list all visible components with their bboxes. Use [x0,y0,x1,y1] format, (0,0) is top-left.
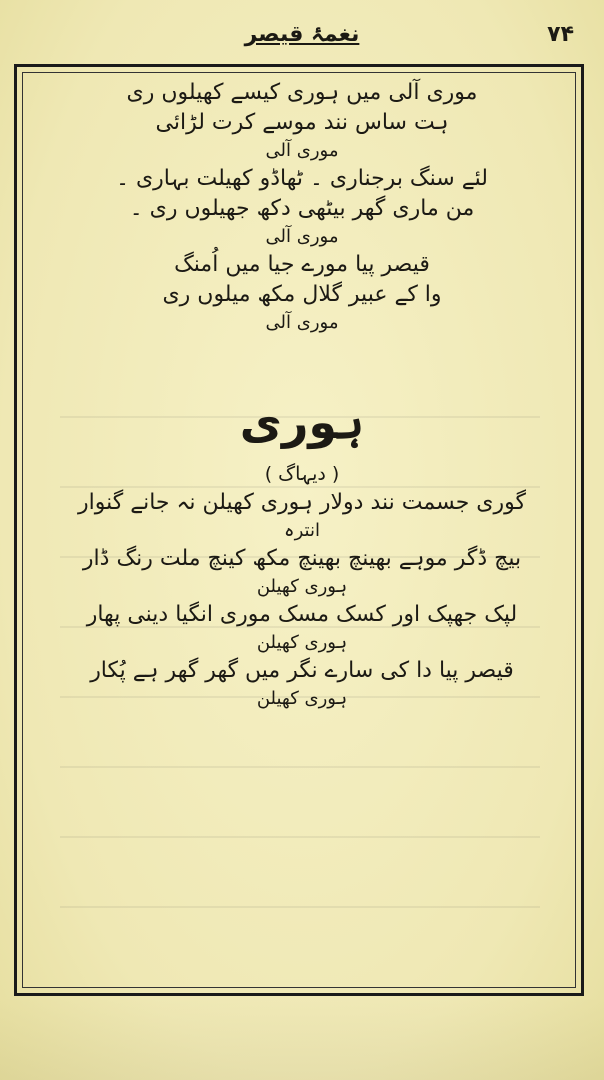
verse-line: قیصر پیا دا کی سارے نگر میں گھر گھر ہے پُکار [90,658,514,683]
refrain-line: ہوری کھیلن [256,688,348,709]
refrain-line: موری آلی [265,140,339,161]
verse-line: موری آلی میں ہوری کیسے کھیلوں ری [126,80,478,105]
verse-line: لپک جھپک اور کسک مسک موری انگیا دینی پھار [86,602,518,627]
verse-line: من ماری گھر بیٹھی دکھ جھیلوں ری ۔ [129,196,475,221]
verse-line: ہت ساس نند موسے کرت لڑائی [155,110,449,135]
raga-label: ( دیہاگ ) [264,463,340,485]
verse-line: گوری جسمت نند دولار ہوری کھیلن نہ جانے گنوار [77,490,526,515]
poem-second [40,488,564,712]
verse-line: بیچ ڈگر موہے بھینچ بھینچ مکھ کینچ ملت رنگ ڈار [82,546,522,571]
page-number: ۷۴ [547,22,574,47]
running-title: نغمۂ قیصر [244,22,360,47]
refrain-line: ہوری کھیلن [256,576,348,597]
refrain-line: موری آلی [265,226,339,247]
page-bottom-shade [0,996,604,1080]
poem-first [40,78,564,336]
section-title: ہوری [239,395,365,449]
verse-line: قیصر پیا مورے جیا میں اُمنگ [174,252,430,277]
verse-line: وا کے عبیر گلال مکھ میلوں ری [162,282,442,307]
refrain-line: ہوری کھیلن [256,632,348,653]
verse-line: لئے سنگ برجناری ۔ ٹھاڈو کھیلت بہاری ۔ [116,166,488,191]
page-header [0,14,604,58]
poem-content [40,78,564,712]
refrain-line: موری آلی [265,312,339,333]
refrain-line: انترہ [284,520,320,541]
